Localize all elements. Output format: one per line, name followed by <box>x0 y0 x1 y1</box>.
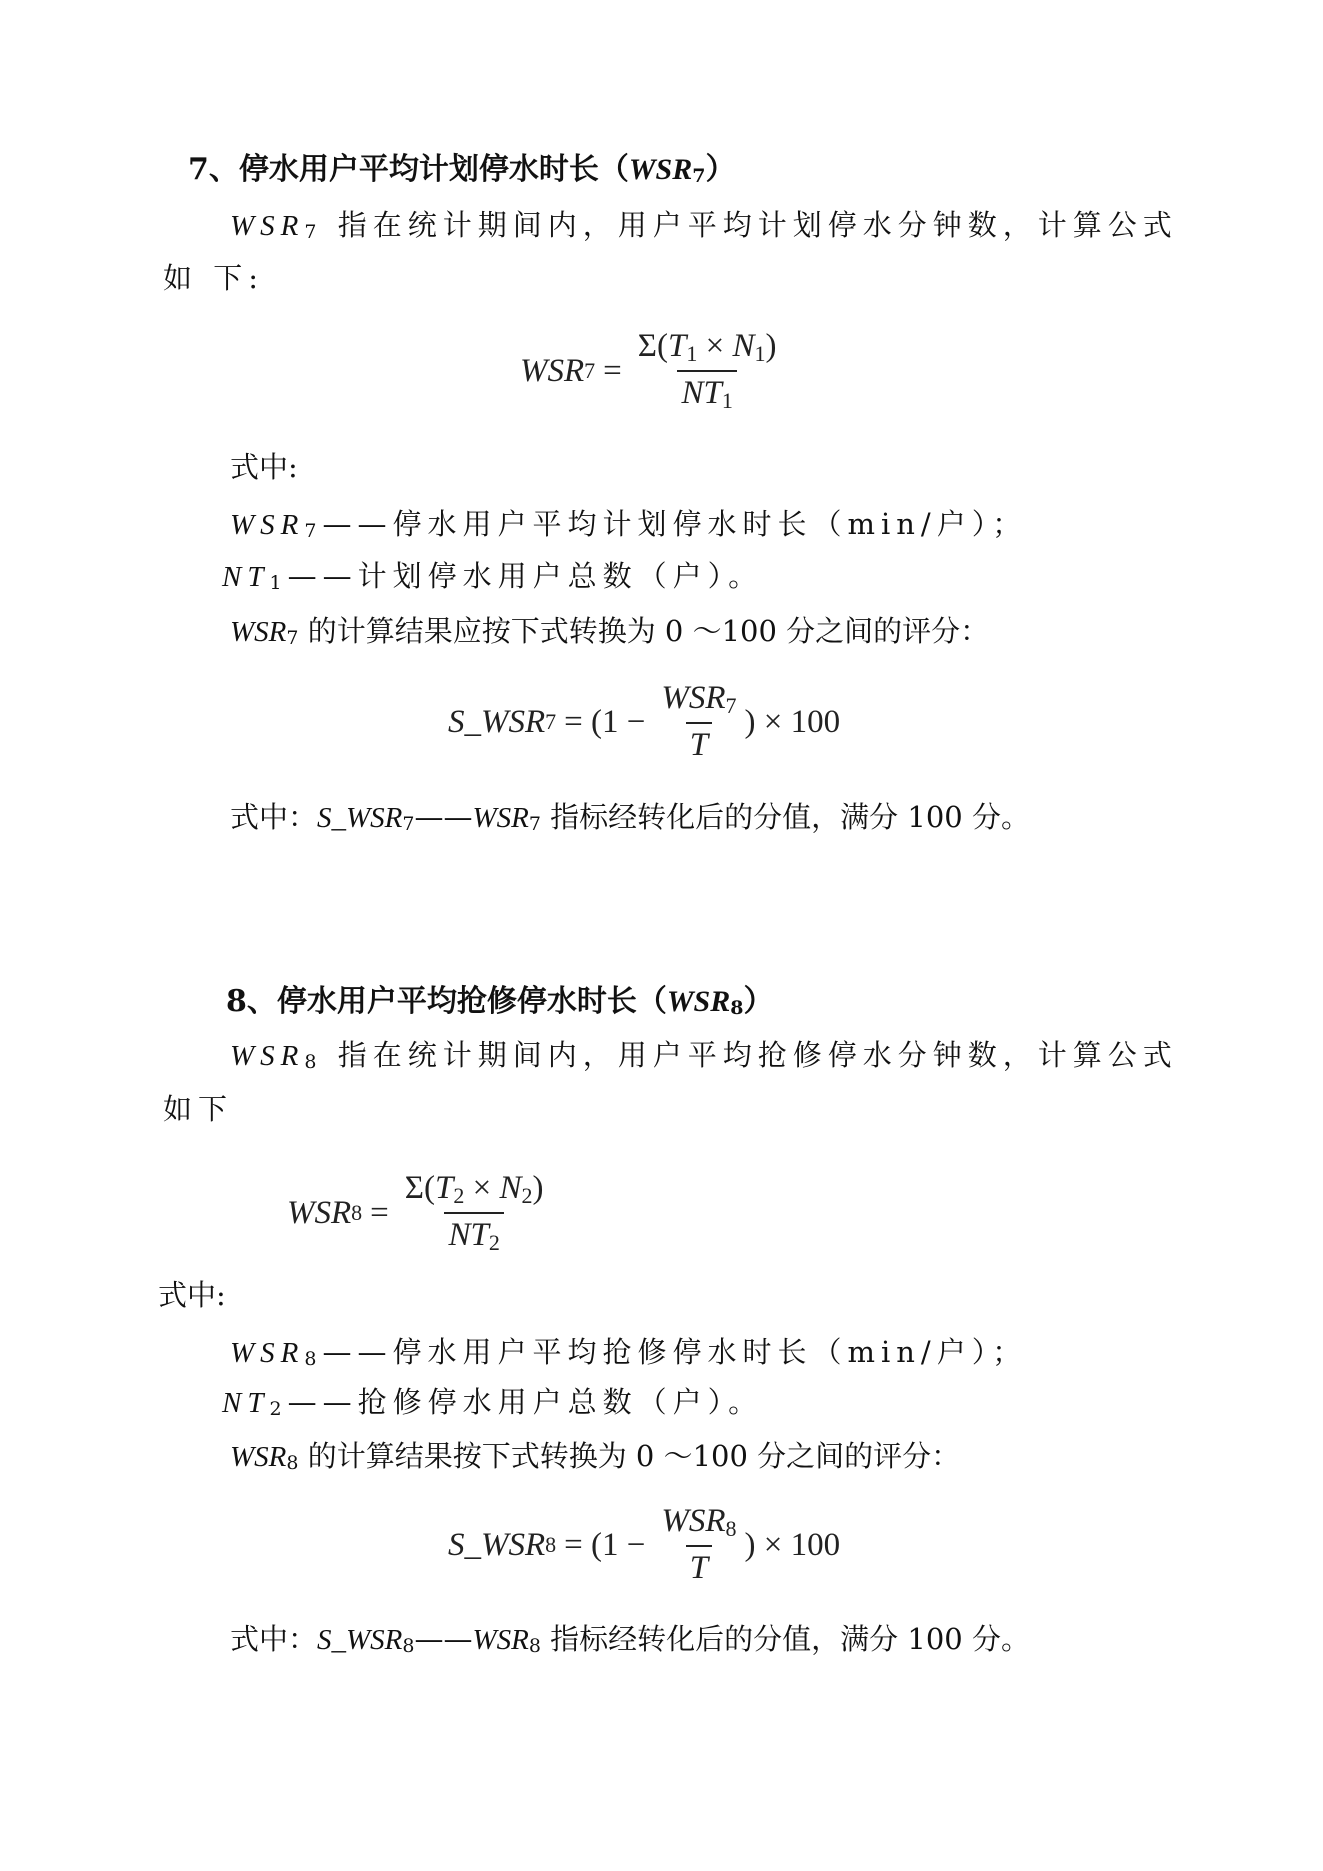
section-8-formula-score: S_WSR 8 = (1 − $\frac{\text{WSR8}}{T}$ ) × 100 <box>448 1503 841 1586</box>
section-7-formula-wsr: WSR 7 = $\frac{\Sigma(T1 \times N1)}{NT1}$ <box>520 328 784 414</box>
section-8-def-wsr: WSR8——停水用户平均抢修停水时长（min/户）； <box>230 1335 1028 1370</box>
section-7-fraction: $\frac{\Sigma(T1 \times N1)}{NT1}$ <box>637 328 777 413</box>
section-8-fraction: $\frac{\Sigma(T2 \times N2)}{NT2}$ <box>404 1170 544 1255</box>
section-8-intro: WSR8 指在统计期间内，用户平均抢修停水分钟数，计算公式 <box>230 1038 1178 1073</box>
section-7-intro: WSR7 指在统计期间内，用户平均计划停水分钟数，计算公式 <box>230 208 1178 243</box>
section-7-intro-cont: 如 下: <box>163 261 264 295</box>
section-7-title: 7、停水用户平均计划停水时长（WSR7） <box>188 152 736 187</box>
section-7-formula-score: S_WSR 7 = (1 − $\frac{\text{WSR7}}{T}$ ) × 100 <box>448 680 841 763</box>
section-7-score-fraction: $\frac{\text{WSR7}}{T}$ <box>661 680 737 763</box>
section-7-conversion: WSR7 的计算结果应按下式转换为 0 ～100 分之间的评分： <box>230 614 990 649</box>
section-7-score-note: 式中：S_WSR7——WSR7 指标经转化后的分值，满分 100 分。 <box>230 800 1030 835</box>
section-8-formula-wsr: WSR 8 = $\frac{\Sigma(T2 \times N2)}{NT2}$ <box>287 1170 551 1256</box>
section-7-def-wsr: WSR7——停水用户平均计划停水时长（min/户）； <box>230 507 1028 542</box>
section-8-score-fraction: $\frac{\text{WSR8}}{T}$ <box>661 1503 737 1586</box>
section-7-def-nt: NT1——计划停水用户总数（户）。 <box>222 559 764 594</box>
section-8-def-nt: NT2——抢修停水用户总数（户）。 <box>222 1385 764 1420</box>
section-8-score-note: 式中：S_WSR8——WSR8 指标经转化后的分值，满分 100 分。 <box>230 1622 1030 1657</box>
section-7-where-label: 式中: <box>230 450 298 484</box>
section-8-intro-cont: 如下 <box>163 1092 234 1126</box>
section-8-where-label: 式中: <box>158 1278 226 1312</box>
section-8-conversion: WSR8 的计算结果按下式转换为 0 ～100 分之间的评分： <box>230 1439 961 1474</box>
section-8-title: 8、停水用户平均抢修停水时长（WSR8） <box>226 984 774 1019</box>
